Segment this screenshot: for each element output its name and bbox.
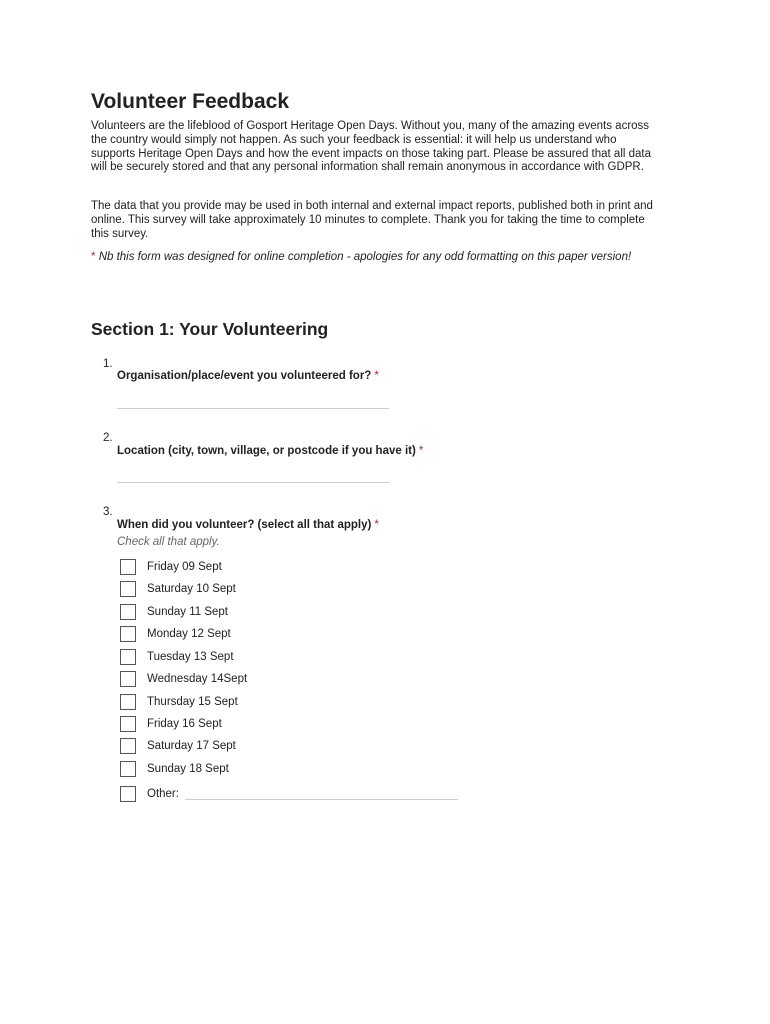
option-saturday-10-sept[interactable]	[120, 579, 520, 599]
checkbox[interactable]	[120, 604, 136, 620]
option-saturday-17-sept[interactable]	[120, 736, 520, 756]
question-3-number: 3.	[103, 506, 113, 518]
question-2-label	[117, 444, 423, 458]
option-wednesday-14sept[interactable]	[120, 669, 520, 689]
option-label: Monday 12 Sept	[147, 628, 231, 640]
checkbox[interactable]	[120, 786, 136, 802]
question-2-text: Location (city, town, village, or postcode if you have it)	[117, 445, 416, 457]
option-friday-16-sept[interactable]	[120, 714, 520, 734]
option-tuesday-13-sept[interactable]	[120, 647, 520, 667]
note-text: Nb this form was designed for online completion - apologies for any odd formatting on this paper version!	[98, 251, 632, 263]
option-sunday-18-sept[interactable]	[120, 759, 520, 779]
section-title: Section 1: Your Volunteering	[91, 319, 329, 339]
checkbox[interactable]	[120, 626, 136, 642]
option-thursday-15-sept[interactable]	[120, 692, 520, 712]
question-2-number: 2.	[103, 432, 113, 444]
note-asterisk: *	[91, 251, 96, 263]
checkbox[interactable]	[120, 694, 136, 710]
question-3-hint: Check all that apply.	[117, 536, 220, 548]
required-asterisk: *	[418, 445, 424, 457]
question-1-answer-field[interactable]	[117, 408, 389, 409]
checkbox[interactable]	[120, 738, 136, 754]
option-label: Sunday 11 Sept	[147, 606, 228, 618]
option-sunday-11-sept[interactable]	[120, 602, 520, 622]
question-1-number: 1.	[103, 358, 113, 370]
required-asterisk: *	[374, 370, 379, 382]
question-3-label	[117, 518, 379, 532]
checkbox[interactable]	[120, 761, 136, 777]
option-label: Wednesday 14Sept	[147, 673, 248, 685]
other-answer-field[interactable]	[185, 799, 458, 800]
checkbox[interactable]	[120, 559, 136, 575]
option-label: Friday 16 Sept	[147, 718, 222, 730]
option-label: Sunday 18 Sept	[147, 763, 229, 775]
checkbox[interactable]	[120, 581, 136, 597]
option-label: Friday 09 Sept	[147, 561, 222, 573]
checkbox[interactable]	[120, 716, 136, 732]
option-label: Other:	[147, 788, 179, 800]
option-label: Saturday 10 Sept	[147, 583, 236, 595]
option-label: Saturday 17 Sept	[147, 740, 236, 752]
data-notice-paragraph: The data that you provide may be used in both internal and external impact reports, published both in print and online. This survey will take approximately 10 minutes to complete. Thank you for taking the time to complete this survey.	[91, 200, 653, 240]
checkbox[interactable]	[120, 671, 136, 687]
checkbox[interactable]	[120, 649, 136, 665]
option-other[interactable]	[120, 784, 520, 804]
question-2-answer-field[interactable]	[117, 482, 389, 483]
option-label: Thursday 15 Sept	[147, 696, 238, 708]
question-3-text: When did you volunteer? (select all that apply)	[117, 519, 372, 531]
intro-paragraph: Volunteers are the lifeblood of Gosport Heritage Open Days. Without you, many of the amazing events across the country would simply not happen. As such your feedback is essential: it will help us understand who supports Heritage Open Days and how the event impacts on those taking part. Please be assured that all data will be securely stored and that any personal information shall remain anonymous in accordance with GDPR.	[91, 120, 652, 174]
question-1-text: Organisation/place/event you volunteered for?	[117, 370, 372, 382]
option-label: Tuesday 13 Sept	[147, 651, 234, 663]
option-friday-09-sept[interactable]	[120, 557, 520, 577]
required-asterisk: *	[374, 519, 379, 531]
question-1-label	[117, 369, 379, 383]
form-title: Volunteer Feedback	[91, 90, 290, 113]
option-monday-12-sept[interactable]	[120, 624, 520, 644]
paper-version-note	[91, 251, 657, 265]
